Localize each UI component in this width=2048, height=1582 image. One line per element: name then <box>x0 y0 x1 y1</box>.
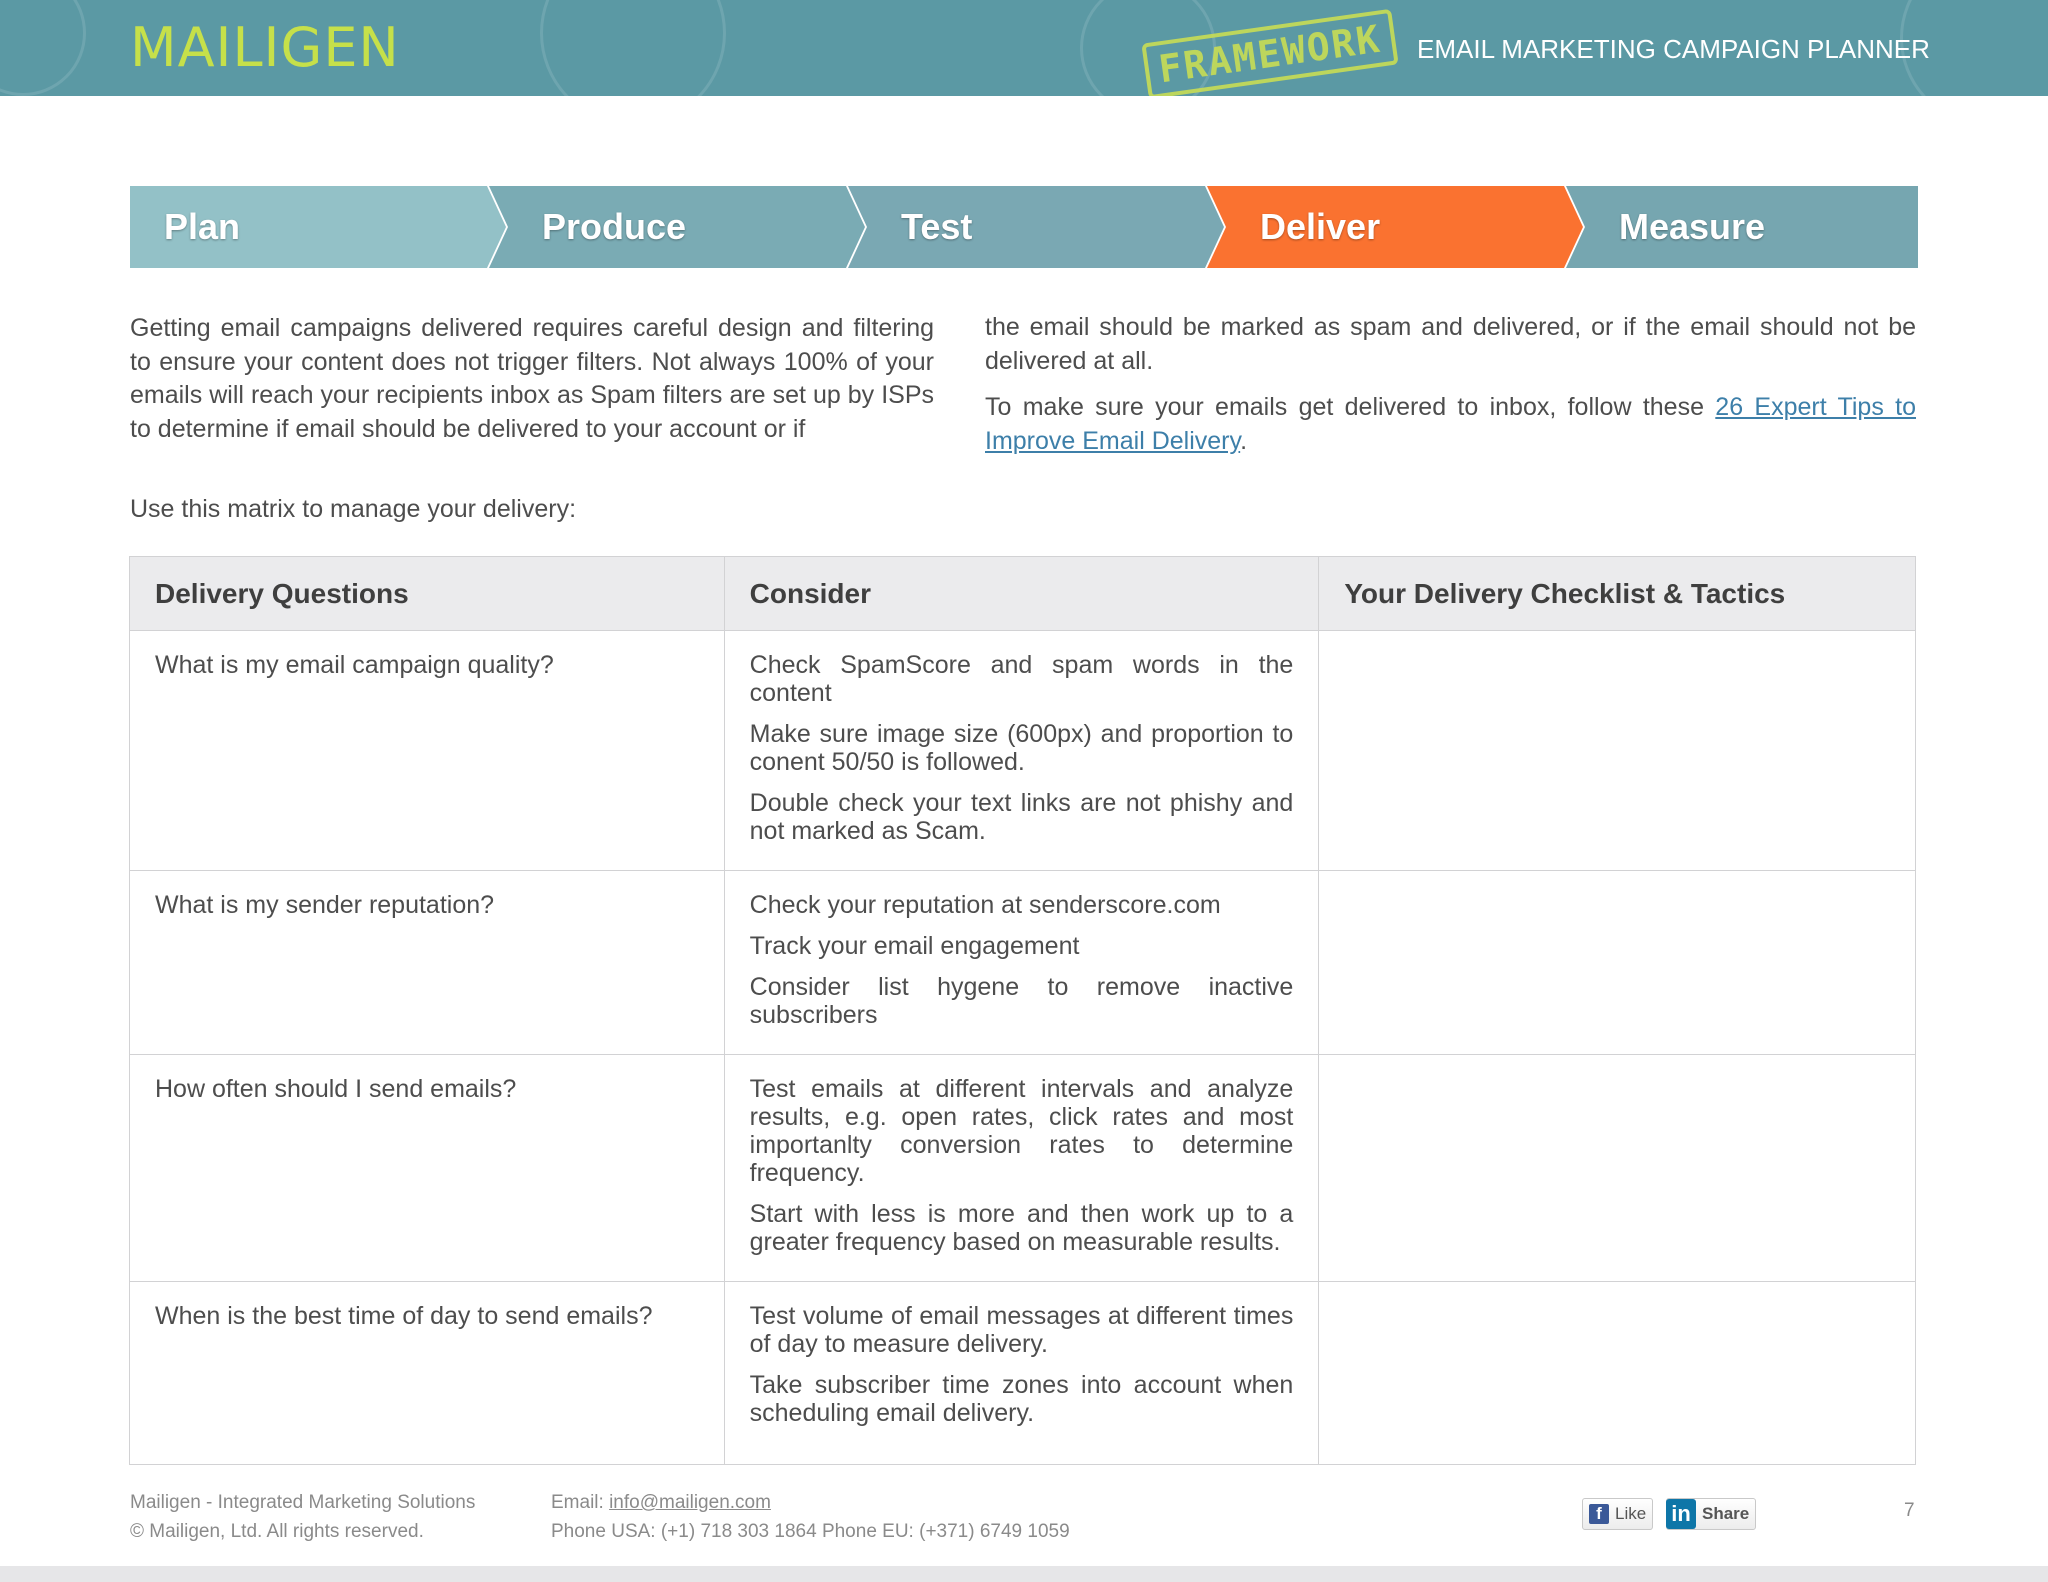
framework-stamp: FRAMEWORK <box>1141 9 1398 96</box>
step-label: Test <box>901 206 973 247</box>
consider-item: Start with less is more and then work up to a greater frequency based on measurable results. <box>749 1200 1294 1256</box>
tactics-cell[interactable] <box>1319 631 1916 871</box>
consider-item: Consider list hygene to remove inactive subscribers <box>749 973 1294 1029</box>
question-cell: How often should I send emails? <box>130 1055 725 1282</box>
column-header: Your Delivery Checklist & Tactics <box>1319 557 1916 631</box>
question-cell: When is the best time of day to send emails? <box>130 1282 725 1465</box>
mailigen-logo: MAILIGEN <box>130 16 400 79</box>
table-header-row <box>130 557 1916 631</box>
like-label: Like <box>1615 1504 1647 1523</box>
linkedin-share-button[interactable] <box>1666 1498 1756 1530</box>
step-deliver <box>1226 186 1564 268</box>
consider-item: Track your email engagement <box>749 932 1080 960</box>
question-cell: What is my sender reputation? <box>130 871 725 1055</box>
email-label: Email: <box>551 1492 610 1513</box>
consider-item: Check SpamScore and spam words in the content <box>749 651 1294 707</box>
facebook-icon: f <box>1589 1504 1609 1524</box>
matrix-intro: Use this matrix to manage your delivery: <box>130 495 577 523</box>
consider-item: Double check your text links are not phishy and not marked as Scam. <box>749 789 1294 845</box>
copyright: © Mailigen, Ltd. All rights reserved. <box>130 1521 424 1542</box>
consider-item: Make sure image size (600px) and proportion to conent 50/50 is followed. <box>749 720 1294 776</box>
process-steps <box>130 186 1918 268</box>
tips-paragraph <box>985 391 1916 458</box>
step-label: Plan <box>164 206 241 247</box>
header-banner <box>0 0 2048 96</box>
email-line <box>551 1488 1070 1517</box>
tactics-cell[interactable] <box>1319 1055 1916 1282</box>
page-number: 7 <box>1904 1500 1915 1521</box>
consider-cell <box>724 631 1319 871</box>
table-row <box>130 631 1916 871</box>
gear-decoration <box>0 0 86 96</box>
footer-contact <box>551 1488 1070 1546</box>
consider-item: Take subscriber time zones into account when scheduling email delivery. <box>749 1371 1294 1427</box>
intro-right-column <box>985 311 1916 471</box>
step-label: Measure <box>1619 206 1766 247</box>
expert-tips-link[interactable]: 26 Expert Tips to Improve Email Delivery <box>985 393 1916 455</box>
intro-paragraph: Getting email campaigns delivered requires careful design and filtering to ensure your content does not trigger filters. Not always 100% of your emails will reach your recipients inbox as Spam filters are set up by ISPs to determine if email should be delivered to your account or if <box>130 314 934 443</box>
table-row <box>130 1055 1916 1282</box>
share-label: Share <box>1702 1504 1750 1523</box>
footer-company <box>130 1488 475 1546</box>
page-bottom-bar <box>0 1566 2048 1582</box>
linkedin-icon: in <box>1666 1499 1696 1529</box>
facebook-like-button[interactable] <box>1582 1498 1653 1530</box>
email-link[interactable]: info@mailigen.com <box>609 1492 771 1513</box>
step-produce <box>508 186 846 268</box>
tactics-cell[interactable] <box>1319 1282 1916 1465</box>
step-measure <box>1585 186 1918 268</box>
tactics-cell[interactable] <box>1319 871 1916 1055</box>
consider-item: Test emails at different intervals and analyze results, e.g. open rates, click rates and most importanlty conversion rates to determine frequency. <box>749 1075 1294 1187</box>
step-label: Produce <box>542 206 687 247</box>
table-row <box>130 871 1916 1055</box>
tips-text: To make sure your emails get delivered to inbox, follow these <box>985 393 1716 421</box>
consider-cell <box>724 871 1319 1055</box>
step-test <box>867 186 1205 268</box>
column-header: Consider <box>724 557 1319 631</box>
step-plan <box>130 186 487 268</box>
delivery-matrix-table <box>129 556 1916 1465</box>
step-label: Deliver <box>1260 206 1381 247</box>
phone-numbers: Phone USA: (+1) 718 303 1864 Phone EU: (+371) 6749 1059 <box>551 1521 1070 1542</box>
planner-title: EMAIL MARKETING CAMPAIGN PLANNER <box>1417 34 1930 64</box>
consider-cell <box>724 1055 1319 1282</box>
consider-item: Test volume of email messages at different times of day to measure delivery. <box>749 1302 1294 1358</box>
intro-left-column <box>130 312 934 459</box>
gear-decoration <box>540 0 726 96</box>
consider-item: Check your reputation at senderscore.com <box>749 891 1221 919</box>
intro-paragraph: the email should be marked as spam and delivered, or if the email should not be delivered at all. <box>985 313 1916 375</box>
tips-suffix: . <box>1240 426 1248 455</box>
company-name: Mailigen - Integrated Marketing Solutions <box>130 1492 476 1513</box>
question-cell: What is my email campaign quality? <box>130 631 725 871</box>
table-row <box>130 1282 1916 1465</box>
column-header: Delivery Questions <box>130 557 725 631</box>
consider-cell <box>724 1282 1319 1465</box>
